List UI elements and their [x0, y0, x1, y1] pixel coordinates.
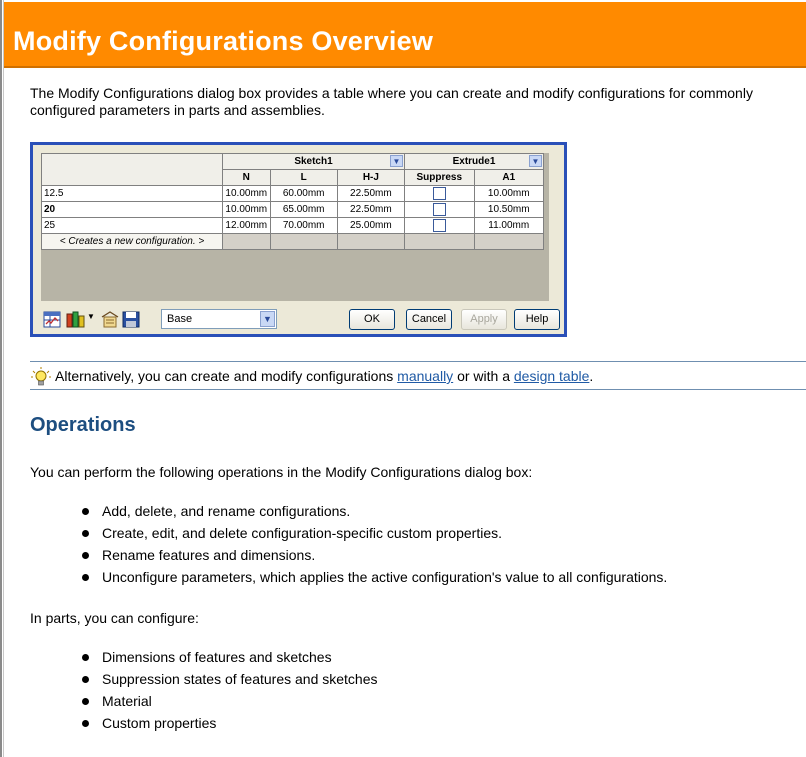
table-cell[interactable]: 10.00mm: [223, 186, 271, 202]
table-cell[interactable]: 12.00mm: [223, 218, 271, 234]
suppress-checkbox[interactable]: [433, 219, 446, 232]
new-configuration-cell[interactable]: < Creates a new configuration. >: [42, 234, 223, 250]
chevron-down-icon[interactable]: ▼: [529, 155, 542, 167]
suppress-cell: [405, 218, 475, 234]
row-name[interactable]: 20: [42, 202, 223, 218]
column-header-l[interactable]: L: [270, 170, 337, 186]
window-left-border-inner: [3, 0, 4, 757]
table-cell[interactable]: 22.50mm: [337, 202, 404, 218]
corner-header: [42, 154, 223, 186]
ok-button[interactable]: OK: [349, 309, 395, 330]
design-table-link[interactable]: design table: [513, 368, 590, 384]
chevron-down-icon[interactable]: ▼: [87, 312, 95, 321]
list-item: Custom properties: [82, 712, 378, 734]
suppress-cell: [405, 186, 475, 202]
empty-cell: [405, 234, 475, 250]
table-row: [42, 202, 544, 218]
page-title: Modify Configurations Overview: [13, 26, 434, 56]
parts-intro: In parts, you can configure:: [30, 610, 199, 626]
suppress-cell: [405, 202, 475, 218]
configurations-grid: [41, 153, 549, 301]
empty-cell: [474, 234, 544, 250]
modify-configurations-dialog-image: [30, 142, 567, 337]
row-name[interactable]: 25: [42, 218, 223, 234]
list-item: Suppression states of features and sketches: [82, 668, 378, 690]
chevron-down-icon[interactable]: ▼: [390, 155, 403, 167]
column-header-n[interactable]: N: [223, 170, 271, 186]
list-item: Create, edit, and delete configuration-specific custom properties.: [82, 522, 667, 544]
table-cell[interactable]: 25.00mm: [337, 218, 404, 234]
cancel-button[interactable]: Cancel: [406, 309, 452, 330]
column-header-h-j[interactable]: H-J: [337, 170, 404, 186]
row-name[interactable]: 12.5: [42, 186, 223, 202]
suppress-checkbox[interactable]: [433, 203, 446, 216]
table-row: [42, 218, 544, 234]
empty-cell: [337, 234, 404, 250]
operations-heading: Operations: [30, 414, 136, 436]
manually-link[interactable]: manually: [397, 368, 454, 384]
suppress-checkbox[interactable]: [433, 187, 446, 200]
dialog-toolbar: [41, 309, 549, 331]
table-cell[interactable]: 22.50mm: [337, 186, 404, 202]
operations-list: [82, 500, 667, 588]
table-row: [42, 186, 544, 202]
configurations-table: [41, 153, 544, 250]
list-item: Dimensions of features and sketches: [82, 646, 378, 668]
empty-cell: [223, 234, 271, 250]
list-item: Material: [82, 690, 378, 712]
column-header-a1[interactable]: A1: [474, 170, 544, 186]
group-header-extrude1[interactable]: Extrude1 ▼: [405, 154, 544, 170]
tip-bottom-divider: [30, 389, 806, 390]
table-cell[interactable]: 10.50mm: [474, 202, 544, 218]
view-select[interactable]: Base ▼: [161, 309, 277, 329]
table-view-icon[interactable]: [43, 311, 61, 328]
operations-intro: You can perform the following operations in the Modify Configurations dialog box:: [30, 464, 533, 480]
lightbulb-icon: [30, 366, 52, 388]
table-cell[interactable]: 11.00mm: [474, 218, 544, 234]
tip-box: Alternatively, you can create and modify configurations manually or with a design table.: [30, 366, 806, 388]
page-header: [4, 2, 806, 68]
group-header-sketch1[interactable]: Sketch1 ▼: [223, 154, 405, 170]
intro-paragraph: The Modify Configurations dialog box provides a table where you can create and modify configurations for commonly configured parameters in parts and assemblies.: [30, 85, 753, 118]
chevron-down-icon[interactable]: ▼: [260, 311, 275, 327]
help-button[interactable]: Help: [514, 309, 560, 330]
apply-button[interactable]: Apply: [461, 309, 507, 330]
empty-cell: [270, 234, 337, 250]
table-cell[interactable]: 10.00mm: [474, 186, 544, 202]
folder-icon[interactable]: [101, 311, 119, 328]
table-cell[interactable]: 65.00mm: [270, 202, 337, 218]
table-cell[interactable]: 60.00mm: [270, 186, 337, 202]
save-icon[interactable]: [122, 311, 140, 328]
table-cell[interactable]: 70.00mm: [270, 218, 337, 234]
column-header-suppress[interactable]: Suppress: [405, 170, 475, 186]
parameters-icon[interactable]: [66, 311, 86, 328]
list-item: Add, delete, and rename configurations.: [82, 500, 667, 522]
window-left-border: [0, 0, 2, 757]
tip-top-divider: [30, 361, 806, 362]
list-item: Rename features and dimensions.: [82, 544, 667, 566]
list-item: Unconfigure parameters, which applies the active configuration's value to all configurations.: [82, 566, 667, 588]
table-cell[interactable]: 10.00mm: [223, 202, 271, 218]
new-configuration-row: [42, 234, 544, 250]
parts-list: [82, 646, 378, 734]
